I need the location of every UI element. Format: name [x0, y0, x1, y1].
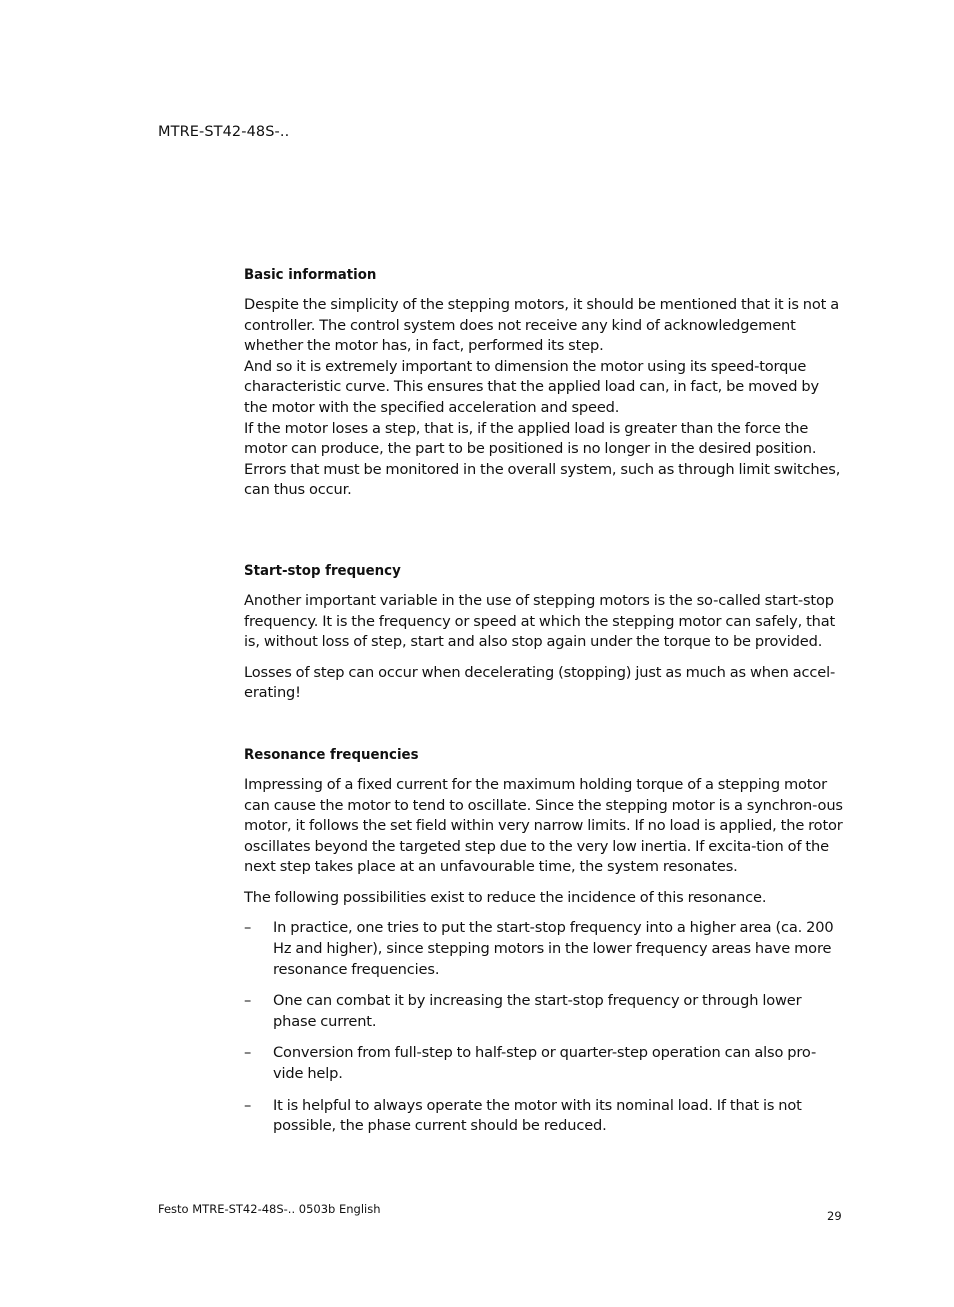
dash-marker: – — [244, 1096, 252, 1114]
main-content — [244, 265, 846, 1148]
list-item — [244, 1043, 846, 1084]
list-item — [244, 1096, 846, 1137]
list-item-text: Conversion from full-step to half-step or quarter-step operation can also pro-vide help. — [273, 1044, 817, 1083]
paragraph: Despite the simplicity of the stepping motors, it should be mentioned that it is not a controller. The control system does not receive any kind of acknowledgement whether the motor has, in fact, performed its step. — [244, 296, 840, 355]
footer-document-info: Festo MTRE-ST42-48S-.. 0503b English — [158, 1202, 381, 1216]
list-item-text: One can combat it by increasing the start-stop frequency or through lower phase current. — [273, 992, 802, 1030]
page-number: 29 — [827, 1209, 842, 1223]
running-head: MTRE-ST42-48S-.. — [158, 124, 290, 140]
paragraph: And so it is extremely important to dimension the motor using its speed-torque characteristic curve. This ensures that the applied load can, in fact, be moved by the motor with the specified acceleration and speed. — [244, 357, 819, 416]
paragraph: The following possibilities exist to reduce the incidence of this resonance. — [244, 888, 767, 906]
paragraph: Impressing of a fixed current for the maximum holding torque of a stepping motor can cause the motor to tend to oscillate. Since the stepping motor is a synchron-ous motor, it follows the set field within very narrow limits. If no load is applied, the rotor oscillates beyond the targeted step due to the very low inertia. If excita-tion of the next step takes place at an unfavourable time, the system resonates. — [244, 775, 843, 876]
section-heading: Start-stop frequency — [244, 562, 401, 579]
dash-marker: – — [244, 1044, 252, 1062]
dash-list — [244, 918, 846, 1136]
section-start-stop-frequency — [244, 561, 846, 704]
section-basic-information — [244, 265, 846, 501]
paragraph: Another important variable in the use of stepping motors is the so-called start-stop frequency. It is the frequency or speed at which the stepping motor can safely, that is, without loss of step, start and also stop again under the torque to be provided. — [244, 591, 836, 651]
section-heading: Basic information — [244, 267, 377, 283]
dash-marker: – — [244, 919, 252, 937]
dash-marker: – — [244, 992, 252, 1010]
section-resonance-frequencies — [244, 745, 846, 1137]
list-item-text: In practice, one tries to put the start-stop frequency into a higher area (ca. 200 Hz and higher), since stepping motors in the lower frequency areas have more resonance frequencies. — [273, 919, 834, 978]
list-item-text: It is helpful to always operate the motor with its nominal load. If that is not possible, the phase current should be reduced. — [273, 1096, 802, 1135]
section-heading: Resonance frequencies — [244, 746, 419, 763]
paragraph: Losses of step can occur when decelerating (stopping) just as much as when accel-erating! — [244, 663, 836, 702]
list-item — [244, 991, 846, 1032]
list-item — [244, 918, 846, 980]
paragraph: If the motor loses a step, that is, if the applied load is greater than the force the motor can produce, the part to be positioned is no longer in the desired position. Errors that must be monitored in the overall system, such as through limit switches, can thus occur. — [244, 419, 841, 499]
